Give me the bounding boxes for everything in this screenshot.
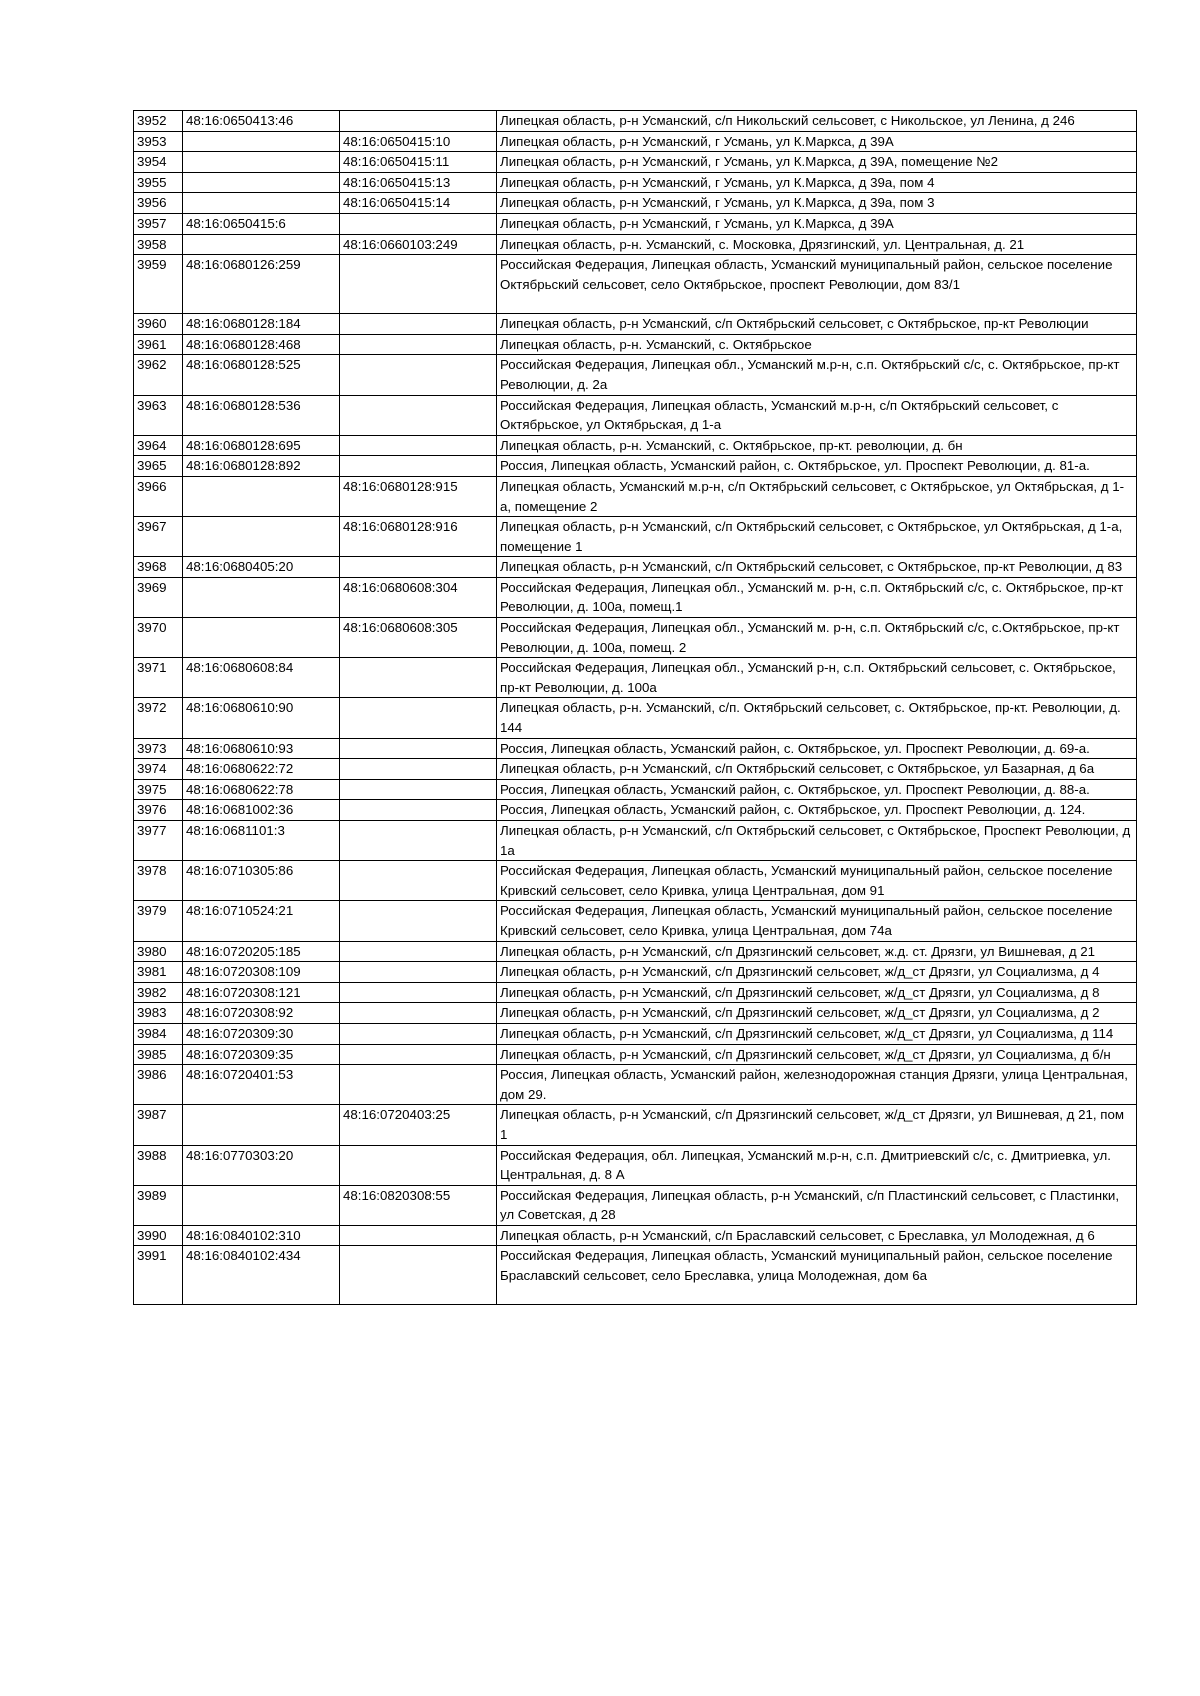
address-cell: Липецкая область, р-н Усманский, с/п Никольский сельсовет, с Никольское, ул Ленина, д 246 [497, 111, 1137, 132]
table-row [134, 255, 1137, 314]
land-cadastral-number-cell: 48:16:0770303:20 [183, 1145, 340, 1185]
row-number-cell: 3983 [134, 1003, 183, 1024]
land-cadastral-number-cell: 48:16:0720308:109 [183, 962, 340, 983]
row-number-cell: 3978 [134, 861, 183, 901]
object-cadastral-number-cell [340, 255, 497, 314]
object-cadastral-number-cell: 48:16:0720403:25 [340, 1105, 497, 1145]
row-number-cell: 3968 [134, 557, 183, 578]
address-cell: Липецкая область, р-н Усманский, с/п Дрязгинский сельсовет, ж/д_ст Дрязги, ул Социализма, д 114 [497, 1023, 1137, 1044]
land-cadastral-number-cell [183, 1185, 340, 1225]
address-cell: Российская Федерация, обл. Липецкая, Усманский м.р-н, с.п. Дмитриевский с/с, с. Дмитриевка, ул. Центральная, д. 8 А [497, 1145, 1137, 1185]
table-row [134, 557, 1137, 578]
table-row [134, 759, 1137, 780]
row-number-cell: 3962 [134, 355, 183, 395]
table-row [134, 861, 1137, 901]
address-cell: Липецкая область, р-н. Усманский, с. Московка, Дрязгинский, ул. Центральная, д. 21 [497, 234, 1137, 255]
table-row [134, 193, 1137, 214]
land-cadastral-number-cell: 48:16:0650413:46 [183, 111, 340, 132]
table-row [134, 456, 1137, 477]
row-number-cell: 3961 [134, 334, 183, 355]
land-cadastral-number-cell: 48:16:0680622:78 [183, 779, 340, 800]
table-row [134, 1003, 1137, 1024]
row-number-cell: 3960 [134, 314, 183, 335]
address-cell: Липецкая область, р-н Усманский, с/п Браславский сельсовет, с Бреславка, ул Молодежная, д 6 [497, 1225, 1137, 1246]
object-cadastral-number-cell [340, 1065, 497, 1105]
row-number-cell: 3982 [134, 982, 183, 1003]
land-cadastral-number-cell: 48:16:0710524:21 [183, 901, 340, 941]
table-row [134, 172, 1137, 193]
land-cadastral-number-cell: 48:16:0680610:93 [183, 738, 340, 759]
table-row [134, 1105, 1137, 1145]
object-cadastral-number-cell: 48:16:0680608:304 [340, 577, 497, 617]
land-cadastral-number-cell [183, 1105, 340, 1145]
land-cadastral-number-cell: 48:16:0840102:310 [183, 1225, 340, 1246]
land-cadastral-number-cell: 48:16:0680128:695 [183, 435, 340, 456]
address-cell: Россия, Липецкая область, Усманский район, с. Октябрьское, ул. Проспект Революции, д. 81-а. [497, 456, 1137, 477]
address-cell: Липецкая область, р-н Усманский, г Усмань, ул К.Маркса, д 39а, пом 3 [497, 193, 1137, 214]
land-cadastral-number-cell: 48:16:0720401:53 [183, 1065, 340, 1105]
table-row [134, 821, 1137, 861]
row-number-cell: 3959 [134, 255, 183, 314]
address-cell: Россия, Липецкая область, Усманский район, с. Октябрьское, ул. Проспект Революции, д. 69-а. [497, 738, 1137, 759]
object-cadastral-number-cell [340, 1145, 497, 1185]
land-cadastral-number-cell [183, 618, 340, 658]
object-cadastral-number-cell [340, 435, 497, 456]
row-number-cell: 3987 [134, 1105, 183, 1145]
object-cadastral-number-cell [340, 738, 497, 759]
land-cadastral-number-cell: 48:16:0720309:35 [183, 1044, 340, 1065]
land-cadastral-number-cell: 48:16:0680608:84 [183, 658, 340, 698]
row-number-cell: 3974 [134, 759, 183, 780]
land-cadastral-number-cell: 48:16:0681002:36 [183, 800, 340, 821]
land-cadastral-number-cell [183, 152, 340, 173]
row-number-cell: 3971 [134, 658, 183, 698]
object-cadastral-number-cell: 48:16:0650415:13 [340, 172, 497, 193]
row-number-cell: 3977 [134, 821, 183, 861]
table-row [134, 779, 1137, 800]
table-row [134, 1246, 1137, 1305]
row-number-cell: 3952 [134, 111, 183, 132]
land-cadastral-number-cell: 48:16:0680128:468 [183, 334, 340, 355]
table-row [134, 234, 1137, 255]
row-number-cell: 3976 [134, 800, 183, 821]
object-cadastral-number-cell: 48:16:0660103:249 [340, 234, 497, 255]
object-cadastral-number-cell [340, 698, 497, 738]
address-cell: Липецкая область, р-н Усманский, с/п Дрязгинский сельсовет, ж/д_ст Дрязги, ул Социализма, д 2 [497, 1003, 1137, 1024]
object-cadastral-number-cell [340, 1044, 497, 1065]
land-cadastral-number-cell [183, 234, 340, 255]
object-cadastral-number-cell: 48:16:0680128:915 [340, 476, 497, 516]
table-row [134, 334, 1137, 355]
table-row [134, 1225, 1137, 1246]
row-number-cell: 3979 [134, 901, 183, 941]
address-cell: Российская Федерация, Липецкая область, Усманский муниципальный район, сельское поселение Кривский сельсовет, село Кривка, улица Центральная, дом 74а [497, 901, 1137, 941]
object-cadastral-number-cell: 48:16:0680608:305 [340, 618, 497, 658]
object-cadastral-number-cell [340, 395, 497, 435]
table-row [134, 658, 1137, 698]
address-cell: Липецкая область, р-н Усманский, с/п Октябрьский сельсовет, с Октябрьское, Проспект Революции, д 1а [497, 821, 1137, 861]
object-cadastral-number-cell [340, 557, 497, 578]
address-cell: Российская Федерация, Липецкая область, Усманский муниципальный район, сельское поселение Браславский сельсовет, село Бреславка, улица Молодежная, дом 6а [497, 1246, 1137, 1305]
table-row [134, 618, 1137, 658]
object-cadastral-number-cell: 48:16:0650415:14 [340, 193, 497, 214]
object-cadastral-number-cell [340, 456, 497, 477]
land-cadastral-number-cell: 48:16:0680622:72 [183, 759, 340, 780]
address-cell: Липецкая область, р-н Усманский, с/п Дрязгинский сельсовет, ж/д_ст Дрязги, ул Социализма, д б/н [497, 1044, 1137, 1065]
land-cadastral-number-cell [183, 577, 340, 617]
row-number-cell: 3975 [134, 779, 183, 800]
table-row [134, 1044, 1137, 1065]
table-row [134, 111, 1137, 132]
row-number-cell: 3989 [134, 1185, 183, 1225]
address-cell: Липецкая область, Усманский м.р-н, с/п Октябрьский сельсовет, с Октябрьское, ул Октябрьская, д 1-а, помещение 2 [497, 476, 1137, 516]
object-cadastral-number-cell [340, 111, 497, 132]
row-number-cell: 3984 [134, 1023, 183, 1044]
row-number-cell: 3957 [134, 213, 183, 234]
object-cadastral-number-cell [340, 334, 497, 355]
table-row [134, 152, 1137, 173]
object-cadastral-number-cell [340, 658, 497, 698]
land-cadastral-number-cell: 48:16:0720308:121 [183, 982, 340, 1003]
object-cadastral-number-cell [340, 1023, 497, 1044]
address-cell: Российская Федерация, Липецкая область, Усманский муниципальный район, сельское поселение Кривский сельсовет, село Кривка, улица Центральная, дом 91 [497, 861, 1137, 901]
table-row [134, 901, 1137, 941]
land-cadastral-number-cell: 48:16:0680405:20 [183, 557, 340, 578]
table-row [134, 982, 1137, 1003]
land-cadastral-number-cell [183, 476, 340, 516]
object-cadastral-number-cell: 48:16:0650415:10 [340, 131, 497, 152]
address-cell: Липецкая область, р-н Усманский, с/п Октябрьский сельсовет, с Октябрьское, пр-кт Революции, д 83 [497, 557, 1137, 578]
address-cell: Липецкая область, р-н Усманский, с/п Дрязгинский сельсовет, ж/д_ст Дрязги, ул Социализма, д 8 [497, 982, 1137, 1003]
property-registry-table [133, 110, 1137, 1305]
table-row [134, 1145, 1137, 1185]
address-cell: Липецкая область, р-н Усманский, г Усмань, ул К.Маркса, д 39А, помещение №2 [497, 152, 1137, 173]
object-cadastral-number-cell [340, 962, 497, 983]
address-cell: Липецкая область, р-н Усманский, с/п Дрязгинский сельсовет, ж/д_ст Дрязги, ул Вишневая, д 21, пом 1 [497, 1105, 1137, 1145]
row-number-cell: 3958 [134, 234, 183, 255]
address-cell: Липецкая область, р-н. Усманский, с. Октябрьское [497, 334, 1137, 355]
table-row [134, 941, 1137, 962]
row-number-cell: 3965 [134, 456, 183, 477]
land-cadastral-number-cell [183, 131, 340, 152]
object-cadastral-number-cell [340, 759, 497, 780]
table-row [134, 213, 1137, 234]
address-cell: Российская Федерация, Липецкая обл., Усманский р-н, с.п. Октябрьский сельсовет, с. Октябрьское, пр-кт Революции, д. 100а [497, 658, 1137, 698]
row-number-cell: 3988 [134, 1145, 183, 1185]
object-cadastral-number-cell: 48:16:0680128:916 [340, 517, 497, 557]
table-row [134, 314, 1137, 335]
address-cell: Липецкая область, р-н Усманский, г Усмань, ул К.Маркса, д 39А [497, 131, 1137, 152]
address-cell: Липецкая область, р-н Усманский, г Усмань, ул К.Маркса, д 39А [497, 213, 1137, 234]
table-row [134, 395, 1137, 435]
row-number-cell: 3963 [134, 395, 183, 435]
address-cell: Российская Федерация, Липецкая область, Усманский муниципальный район, сельское поселение Октябрьский сельсовет, село Октябрьское, проспект Революции, дом 83/1 [497, 255, 1137, 314]
object-cadastral-number-cell [340, 861, 497, 901]
row-number-cell: 3980 [134, 941, 183, 962]
address-cell: Липецкая область, р-н Усманский, с/п Дрязгинский сельсовет, ж.д. ст. Дрязги, ул Вишневая, д 21 [497, 941, 1137, 962]
object-cadastral-number-cell: 48:16:0650415:11 [340, 152, 497, 173]
row-number-cell: 3969 [134, 577, 183, 617]
row-number-cell: 3967 [134, 517, 183, 557]
address-cell: Липецкая область, р-н Усманский, с/п Октябрьский сельсовет, с Октябрьское, ул Базарная, д 6а [497, 759, 1137, 780]
land-cadastral-number-cell: 48:16:0680610:90 [183, 698, 340, 738]
row-number-cell: 3990 [134, 1225, 183, 1246]
row-number-cell: 3970 [134, 618, 183, 658]
row-number-cell: 3991 [134, 1246, 183, 1305]
object-cadastral-number-cell [340, 314, 497, 335]
object-cadastral-number-cell [340, 213, 497, 234]
object-cadastral-number-cell [340, 941, 497, 962]
row-number-cell: 3966 [134, 476, 183, 516]
row-number-cell: 3956 [134, 193, 183, 214]
object-cadastral-number-cell [340, 355, 497, 395]
land-cadastral-number-cell: 48:16:0680128:184 [183, 314, 340, 335]
row-number-cell: 3954 [134, 152, 183, 173]
registry-table-body [134, 111, 1137, 1305]
land-cadastral-number-cell: 48:16:0681101:3 [183, 821, 340, 861]
land-cadastral-number-cell [183, 172, 340, 193]
table-row [134, 962, 1137, 983]
object-cadastral-number-cell [340, 901, 497, 941]
row-number-cell: 3964 [134, 435, 183, 456]
row-number-cell: 3973 [134, 738, 183, 759]
object-cadastral-number-cell [340, 1003, 497, 1024]
row-number-cell: 3953 [134, 131, 183, 152]
land-cadastral-number-cell: 48:16:0680128:536 [183, 395, 340, 435]
address-cell: Липецкая область, р-н Усманский, с/п Октябрьский сельсовет, с Октябрьское, пр-кт Революции [497, 314, 1137, 335]
address-cell: Россия, Липецкая область, Усманский район, с. Октябрьское, ул. Проспект Революции, д. 124. [497, 800, 1137, 821]
land-cadastral-number-cell: 48:16:0680128:525 [183, 355, 340, 395]
table-row [134, 1185, 1137, 1225]
land-cadastral-number-cell: 48:16:0720308:92 [183, 1003, 340, 1024]
address-cell: Российская Федерация, Липецкая обл., Усманский м. р-н, с.п. Октябрьский с/с, с.Октябрьское, пр-кт Революции, д. 100а, помещ. 2 [497, 618, 1137, 658]
address-cell: Российская Федерация, Липецкая обл., Усманский м.р-н, с.п. Октябрьский с/с, с. Октябрьское, пр-кт Революции, д. 2а [497, 355, 1137, 395]
object-cadastral-number-cell [340, 779, 497, 800]
land-cadastral-number-cell [183, 193, 340, 214]
land-cadastral-number-cell: 48:16:0710305:86 [183, 861, 340, 901]
address-cell: Россия, Липецкая область, Усманский район, с. Октябрьское, ул. Проспект Революции, д. 88-а. [497, 779, 1137, 800]
land-cadastral-number-cell [183, 517, 340, 557]
table-row [134, 577, 1137, 617]
object-cadastral-number-cell [340, 800, 497, 821]
table-row [134, 698, 1137, 738]
table-row [134, 1023, 1137, 1044]
object-cadastral-number-cell [340, 821, 497, 861]
address-cell: Российская Федерация, Липецкая область, Усманский м.р-н, с/п Октябрьский сельсовет, с Октябрьское, ул Октябрьская, д 1-а [497, 395, 1137, 435]
address-cell: Липецкая область, р-н Усманский, с/п Октябрьский сельсовет, с Октябрьское, ул Октябрьская, д 1-а, помещение 1 [497, 517, 1137, 557]
row-number-cell: 3955 [134, 172, 183, 193]
address-cell: Липецкая область, р-н. Усманский, с. Октябрьское, пр-кт. революции, д. бн [497, 435, 1137, 456]
land-cadastral-number-cell: 48:16:0720309:30 [183, 1023, 340, 1044]
land-cadastral-number-cell: 48:16:0720205:185 [183, 941, 340, 962]
object-cadastral-number-cell [340, 982, 497, 1003]
table-row [134, 476, 1137, 516]
row-number-cell: 3981 [134, 962, 183, 983]
table-row [134, 435, 1137, 456]
land-cadastral-number-cell: 48:16:0650415:6 [183, 213, 340, 234]
table-row [134, 738, 1137, 759]
land-cadastral-number-cell: 48:16:0680126:259 [183, 255, 340, 314]
address-cell: Липецкая область, р-н Усманский, с/п Дрязгинский сельсовет, ж/д_ст Дрязги, ул Социализма, д 4 [497, 962, 1137, 983]
row-number-cell: 3986 [134, 1065, 183, 1105]
table-row [134, 1065, 1137, 1105]
address-cell: Российская Федерация, Липецкая область, р-н Усманский, с/п Пластинский сельсовет, с Пластинки, ул Советская, д 28 [497, 1185, 1137, 1225]
object-cadastral-number-cell [340, 1225, 497, 1246]
land-cadastral-number-cell: 48:16:0840102:434 [183, 1246, 340, 1305]
object-cadastral-number-cell [340, 1246, 497, 1305]
table-row [134, 517, 1137, 557]
address-cell: Россия, Липецкая область, Усманский район, железнодорожная станция Дрязги, улица Центральная, дом 29. [497, 1065, 1137, 1105]
table-row [134, 355, 1137, 395]
row-number-cell: 3985 [134, 1044, 183, 1065]
table-row [134, 800, 1137, 821]
address-cell: Липецкая область, р-н Усманский, г Усмань, ул К.Маркса, д 39а, пом 4 [497, 172, 1137, 193]
address-cell: Российская Федерация, Липецкая обл., Усманский м. р-н, с.п. Октябрьский с/с, с. Октябрьское, пр-кт Революции, д. 100а, помещ.1 [497, 577, 1137, 617]
row-number-cell: 3972 [134, 698, 183, 738]
address-cell: Липецкая область, р-н. Усманский, с/п. Октябрьский сельсовет, с. Октябрьское, пр-кт. Революции, д. 144 [497, 698, 1137, 738]
table-row [134, 131, 1137, 152]
land-cadastral-number-cell: 48:16:0680128:892 [183, 456, 340, 477]
object-cadastral-number-cell: 48:16:0820308:55 [340, 1185, 497, 1225]
